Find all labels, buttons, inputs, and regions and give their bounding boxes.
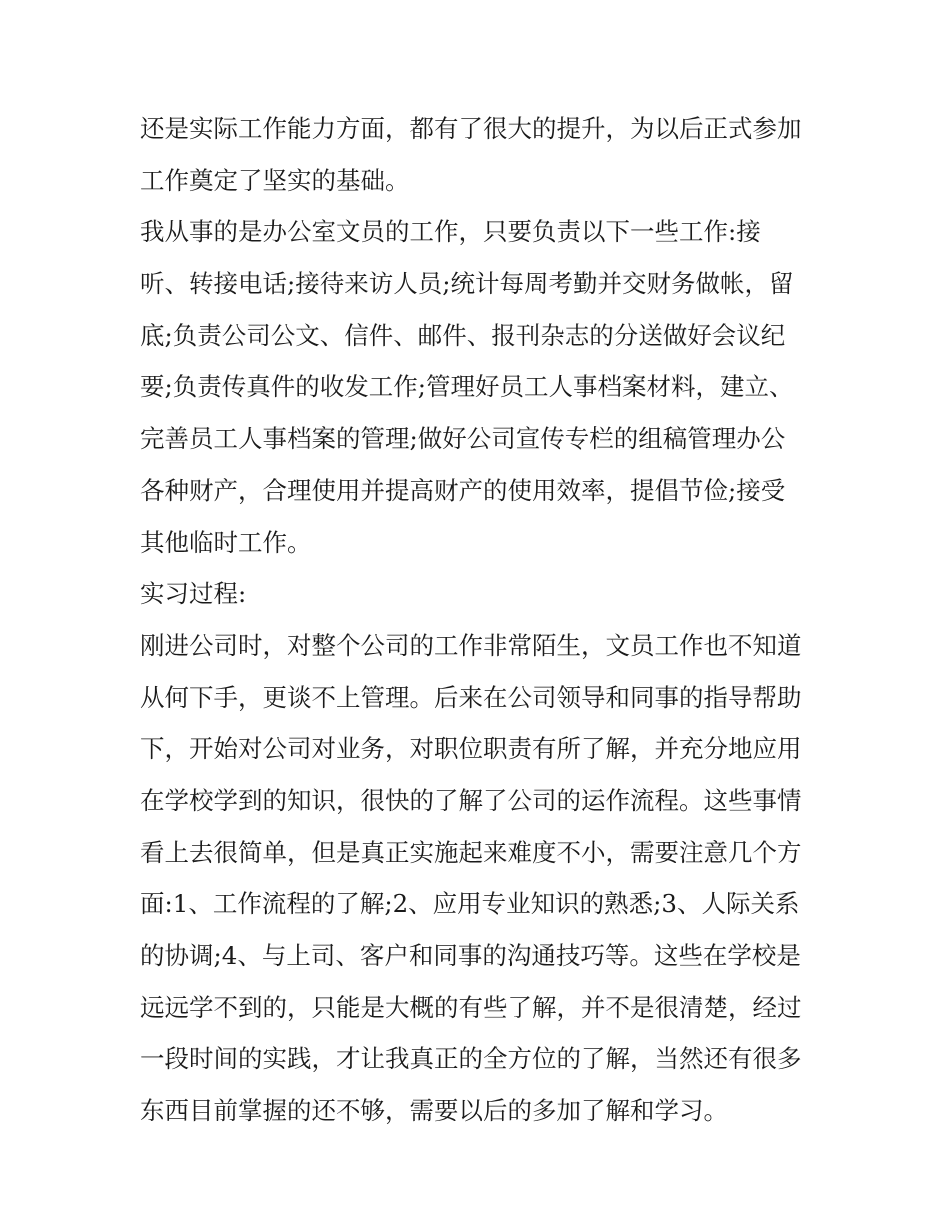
text-line: 各种财产，合理使用并提高财产的使用效率，提倡节俭;接受 xyxy=(140,475,786,505)
text-line: 还是实际工作能力方面，都有了很大的提升，为以后正式参加 xyxy=(140,114,802,143)
text-line: 东西目前掌握的还不够，需要以后的多加了解和学习。 xyxy=(140,1096,728,1126)
section-heading: 实习过程: xyxy=(140,579,247,609)
text-line: 在学校学到的知识，很快的了解了公司的运作流程。这些事情 xyxy=(140,785,802,815)
text-line: 听、转接电话;接待来访人员;统计每周考勤并交财务做帐，留 xyxy=(140,269,794,299)
text-line: 工作奠定了坚实的基础。 xyxy=(140,165,410,195)
body-text xyxy=(140,103,830,1137)
text-line: 远远学不到的，只能是大概的有些了解，并不是很清楚，经过 xyxy=(140,992,802,1022)
text-line: 其他临时工作。 xyxy=(140,527,312,557)
text-line: 一段时间的实践，才让我真正的全方位的了解，当然还有很多 xyxy=(140,1044,802,1074)
text-line: 下，开始对公司对业务，对职位职责有所了解，并充分地应用 xyxy=(140,734,802,764)
text-line: 刚进公司时，对整个公司的工作非常陌生，文员工作也不知道 xyxy=(140,630,802,660)
text-line: 的协调;4、与上司、客户和同事的沟通技巧等。这些在学校是 xyxy=(140,941,801,970)
text-line: 要;负责传真件的收发工作;管理好员工人事档案材料，建立、 xyxy=(140,372,794,402)
text-line: 面:1、工作流程的了解;2、应用专业知识的熟悉;3、人际关系 xyxy=(140,889,800,919)
text-line: 从何下手，更谈不上管理。后来在公司领导和同事的指导帮助 xyxy=(140,682,802,712)
text-line: 看上去很简单，但是真正实施起来难度不小，需要注意几个方 xyxy=(140,837,802,867)
text-line: 我从事的是办公室文员的工作，只要负责以下一些工作:接 xyxy=(140,217,761,247)
text-line: 底;负责公司公文、信件、邮件、报刊杂志的分送做好会议纪 xyxy=(140,320,786,350)
text-line: 完善员工人事档案的管理;做好公司宣传专栏的组稿管理办公 xyxy=(140,424,786,454)
